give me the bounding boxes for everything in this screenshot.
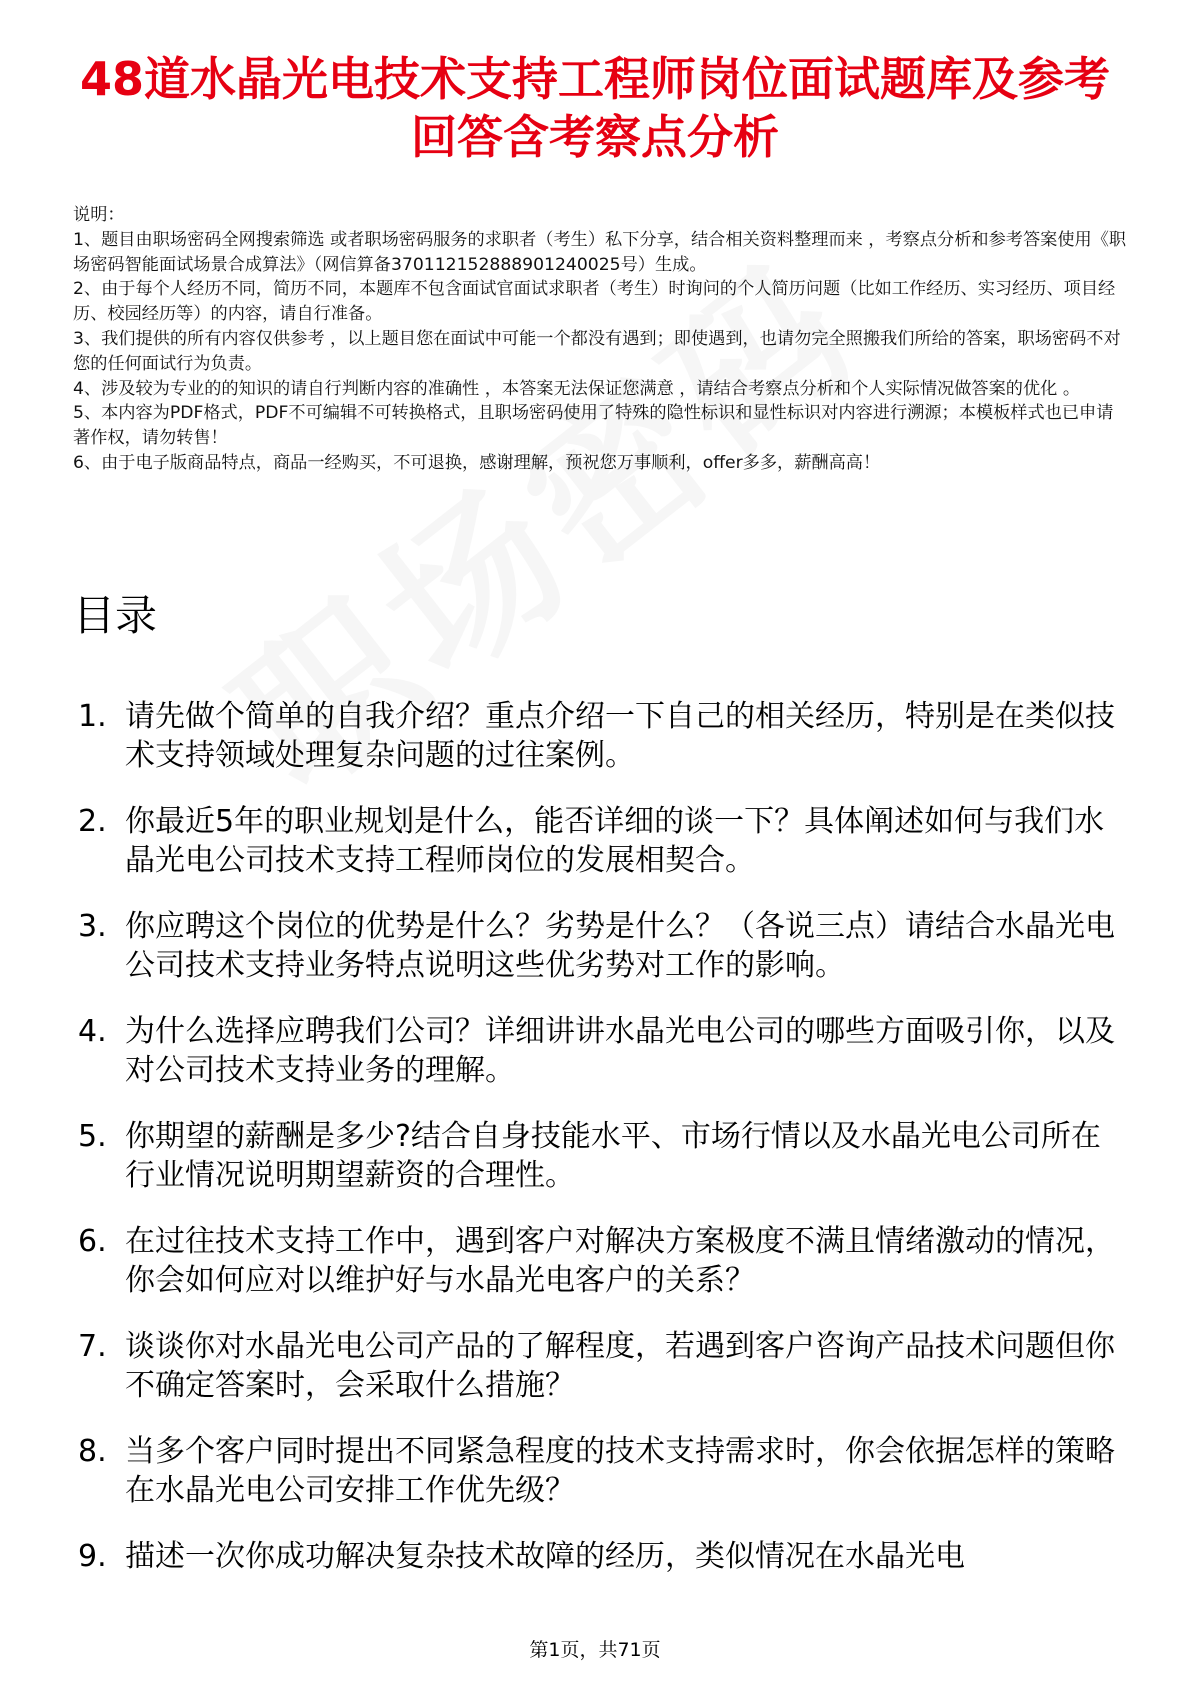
- toc-item[interactable]: [78, 1327, 1130, 1405]
- toc-item-number: 1.: [78, 699, 107, 734]
- toc-item-number: 9.: [78, 1539, 107, 1574]
- document-title: 48道水晶光电技术支持工程师岗位面试题库及参考回答含考察点分析: [79, 52, 1110, 164]
- notes-heading: 说明：: [73, 205, 125, 225]
- toc-item-text: 描述一次你成功解决复杂技术故障的经历，类似情况在水晶光电: [125, 1539, 965, 1574]
- toc-item[interactable]: [78, 697, 1130, 775]
- toc-item[interactable]: [78, 1012, 1130, 1090]
- toc-item-text: 请先做个简单的自我介绍？重点介绍一下自己的相关经历，特别是在类似技术支持领域处理复杂问题的过往案例。: [125, 699, 1115, 773]
- toc-list: [78, 697, 1130, 1603]
- toc-item-text: 在过往技术支持工作中，遇到客户对解决方案极度不满且情绪激动的情况，你会如何应对以维护好与水晶光电客户的关系？: [125, 1224, 1115, 1298]
- note-item: 2、由于每个人经历不同，简历不同，本题库不包含面试官面试求职者（考生）时询问的个人简历问题（比如工作经历、实习经历、项目经历、校园经历等）的内容，请自行准备。: [73, 279, 1116, 325]
- note-item: 4、涉及较为专业的的知识的请自行判断内容的准确性 ，本答案无法保证您满意 ，请结合考察点分析和个人实际情况做答案的优化 。: [73, 378, 1081, 399]
- toc-item[interactable]: [78, 907, 1130, 985]
- toc-item-number: 2.: [78, 804, 107, 839]
- note-item: 3、我们提供的所有内容仅供参考 ，以上题目您在面试中可能一个都没有遇到；即使遇到，也请勿完全照搬我们所给的答案，职场密码不对您的任何面试行为负责。: [73, 328, 1121, 374]
- toc-heading: 目录: [73, 591, 158, 640]
- note-item: 1、题目由职场密码全网搜索筛选 或者职场密码服务的求职者（考生）私下分享，结合相关资料整理而来 ，考察点分析和参考答案使用《职场密码智能面试场景合成算法》（网信算备370112152888901240025号）生成。: [73, 229, 1127, 275]
- page-footer: 第1页，共71页: [529, 1639, 661, 1661]
- toc-item-text: 你期望的薪酬是多少?结合自身技能水平、市场行情以及水晶光电公司所在行业情况说明期望薪资的合理性。: [125, 1119, 1101, 1193]
- toc-item-text: 你应聘这个岗位的优势是什么？劣势是什么？（各说三点）请结合水晶光电公司技术支持业务特点说明这些优劣势对工作的影响。: [125, 909, 1115, 983]
- toc-item-number: 3.: [78, 909, 107, 944]
- toc-item-number: 5.: [78, 1119, 107, 1154]
- note-item: 5、本内容为PDF格式，PDF不可编辑不可转换格式，且职场密码使用了特殊的隐性标识和显性标识对内容进行溯源；本模板样式也已申请著作权，请勿转售！: [73, 403, 1114, 449]
- toc-item-text: 谈谈你对水晶光电公司产品的了解程度，若遇到客户咨询产品技术问题但你不确定答案时，会采取什么措施？: [125, 1329, 1115, 1403]
- toc-item-text: 为什么选择应聘我们公司？详细讲讲水晶光电公司的哪些方面吸引你，以及对公司技术支持业务的理解。: [125, 1014, 1115, 1088]
- toc-item[interactable]: [78, 1537, 1130, 1576]
- toc-item-text: 你最近5年的职业规划是什么，能否详细的谈一下？具体阐述如何与我们水晶光电公司技术支持工程师岗位的发展相契合。: [125, 804, 1105, 878]
- toc-item-text: 当多个客户同时提出不同紧急程度的技术支持需求时，你会依据怎样的策略在水晶光电公司安排工作优先级？: [125, 1434, 1115, 1508]
- toc-item-number: 8.: [78, 1434, 107, 1469]
- toc-item[interactable]: [78, 1222, 1130, 1300]
- toc-item[interactable]: [78, 1432, 1130, 1510]
- toc-item[interactable]: [78, 1117, 1130, 1195]
- toc-item-number: 4.: [78, 1014, 107, 1049]
- note-item: 6、由于电子版商品特点，商品一经购买，不可退换，感谢理解，预祝您万事顺利，offer多多，薪酬高高！: [73, 452, 881, 473]
- toc-item-number: 7.: [78, 1329, 107, 1364]
- toc-item[interactable]: [78, 802, 1130, 880]
- notes-section: [73, 203, 1128, 476]
- toc-item-number: 6.: [78, 1224, 107, 1259]
